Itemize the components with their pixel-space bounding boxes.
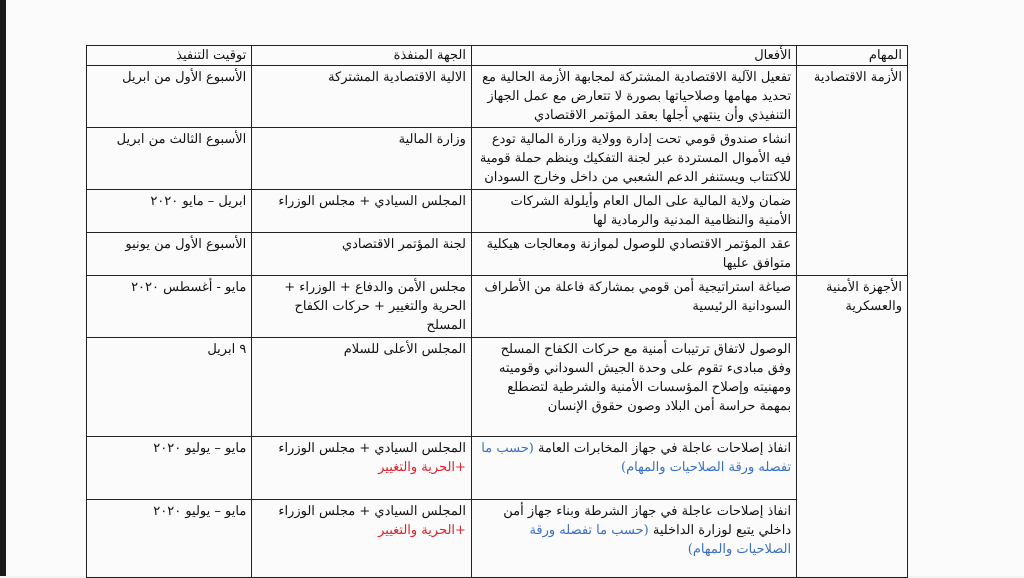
table-row [87, 128, 908, 190]
action-cell [471, 500, 796, 578]
header-executor: الجهة المنفذة [252, 46, 472, 66]
action-cell: ضمان ولاية المالية على المال العام وأيلولة الشركات الأمنية والنظامية المدنية والرمادية لها [471, 190, 796, 233]
action-note: (حسب ما تفصله ورقة الصلاحيات والمهام) [481, 441, 792, 475]
timing-cell: مايو – يوليو ٢٠٢٠ [87, 500, 252, 578]
header-tasks: المهام [797, 46, 908, 66]
task-economic-crisis: الأزمة الاقتصادية [797, 66, 908, 276]
executor-cell [252, 500, 472, 578]
timing-cell: الأسبوع الأول من يونيو [87, 233, 252, 276]
timing-cell: مايو – يوليو ٢٠٢٠ [87, 437, 252, 500]
executor-cell [252, 437, 472, 500]
table-row [87, 276, 908, 338]
header-actions: الأفعال [471, 46, 796, 66]
executor-cell: مجلس الأمن والدفاع + الوزراء + الحرية والتغيير + حركات الكفاح المسلح [252, 276, 472, 338]
task-security-agencies: الأجهزة الأمنية والعسكرية [797, 276, 908, 578]
executor-text: المجلس السيادي + مجلس الوزراء [278, 441, 466, 456]
action-cell: عقد المؤتمر الاقتصادي للوصول لموازنة ومعالجات هيكلية متوافق عليها [471, 233, 796, 276]
executor-cell: الالية الاقتصادية المشتركة [252, 66, 472, 128]
action-text: انفاذ إصلاحات عاجلة في جهاز الشرطة وبناء جهاز أمن داخلي يتبع لوزارة الداخلية [503, 504, 792, 538]
timing-cell: مايو - أغسطس ٢٠٢٠ [87, 276, 252, 338]
action-cell [471, 437, 796, 500]
table-row [87, 233, 908, 276]
executor-cell: المجلس السيادي + مجلس الوزراء [252, 190, 472, 233]
timing-cell: ابريل – مايو ٢٠٢٠ [87, 190, 252, 233]
executor-cell: لجنة المؤتمر الاقتصادي [252, 233, 472, 276]
header-timing: توقيت التنفيذ [87, 46, 252, 66]
table-row [87, 190, 908, 233]
executor-note: +الحرية والتغيير [378, 460, 466, 475]
action-cell: صياغة استراتيجية أمن قومي بمشاركة فاعلة من الأطراف السودانية الرئيسية [471, 276, 796, 338]
action-cell: الوصول لاتفاق ترتيبات أمنية مع حركات الكفاح المسلح وفق مبادىء تقوم على وحدة الجيش السوداني وقوميته ومهنيته وإصلاح المؤسسات الأمنية والشرطية لتضطلع بمهمة حراسة أمن البلاد وصون حقوق الإنسان [471, 338, 796, 437]
action-cell: تفعيل الآلية الاقتصادية المشتركة لمجابهة الأزمة الحالية مع تحديد مهامها وصلاحياتها بصورة لا تتعارض مع عمل الجهاز التنفيذي وأن ينتهي أجلها بعقد المؤتمر الاقتصادي [471, 66, 796, 128]
timing-cell: ٩ ابريل [87, 338, 252, 437]
action-cell: انشاء صندوق قومي تحت إدارة وولاية وزارة المالية تودع فيه الأموال المستردة عبر لجنة التفكيك وينظم حملة قومية للاكتتاب ويستنفر الدعم الشعبي من داخل وخارج السودان [471, 128, 796, 190]
table-row [87, 66, 908, 128]
executor-cell: وزارة المالية [252, 128, 472, 190]
action-note: (حسب ما تفصله ورقة الصلاحيات والمهام) [529, 523, 792, 557]
table-row [87, 437, 908, 500]
action-text: انفاذ إصلاحات عاجلة في جهاز المخابرات العامة [537, 441, 792, 456]
executor-cell: المجلس الأعلى للسلام [252, 338, 472, 437]
table-row [87, 500, 908, 578]
table-row [87, 338, 908, 437]
timing-cell: الأسبوع الأول من ابريل [87, 66, 252, 128]
executor-text: المجلس السيادي + مجلس الوزراء [278, 504, 466, 519]
action-plan-table [86, 45, 908, 578]
executor-note: +الحرية والتغيير [378, 523, 466, 538]
header-row [87, 46, 908, 66]
timing-cell: الأسبوع الثالث من ابريل [87, 128, 252, 190]
